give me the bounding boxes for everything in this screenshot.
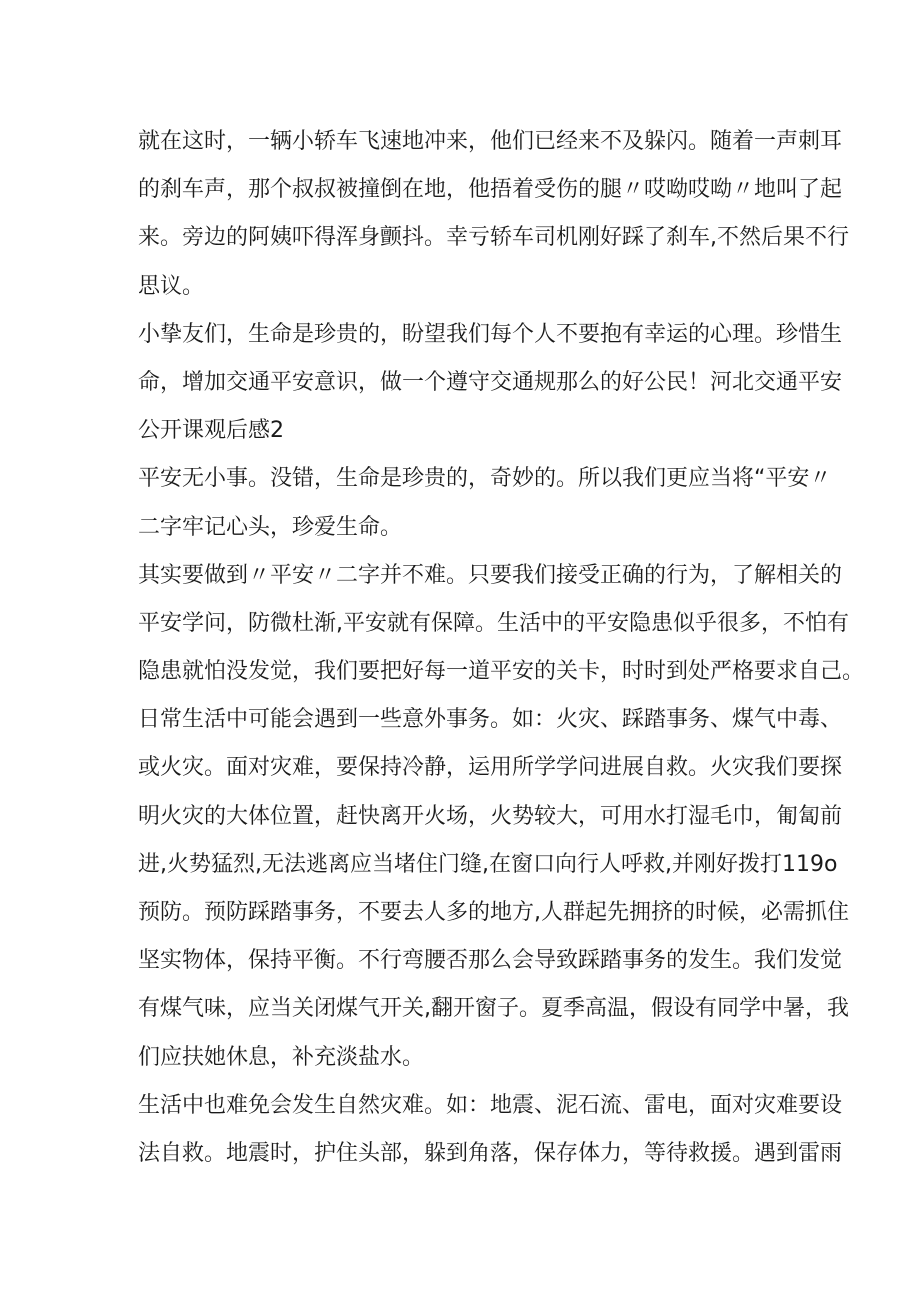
text-line: 预防。预防踩踏事务，不要去人多的地方,人群起先拥挤的时候，必需抓住	[138, 900, 849, 925]
document-body	[138, 118, 865, 1178]
text-line: 思议。	[138, 273, 205, 299]
section-heading: 公开课观后感2	[138, 418, 284, 444]
text-line: 隐患就怕没发觉，我们要把好每一道平安的关卡，时时到处严格要求自己。	[138, 659, 865, 685]
text-line: 其实要做到〃平安〃二字并不难。只要我们接受正确的行为，了解相关的	[138, 562, 843, 588]
text-line: 坚实物体，保持平衡。不行弯腰否那么会导致踩踏事务的发生。我们发觉	[138, 948, 843, 974]
text-line: 二字牢记心头，珍爱生命。	[138, 514, 403, 540]
text-line: 生活中也难免会发生自然灾难。如：地震、泥石流、雷电，面对灾难要设	[138, 1092, 843, 1118]
text-line: 命，增加交通平安意识，做一个遵守交通规那么的好公民！河北交通平安	[138, 369, 843, 395]
text-line: 法自救。地震时，护住头部，躲到角落，保存体力，等待救援。遇到雷雨	[138, 1140, 843, 1166]
text-line: 来。旁边的阿姨吓得浑身颤抖。幸亏轿车司机刚好踩了刹车,不然后果不行	[138, 225, 849, 251]
text-line: 明火灾的大体位置，赶快离开火场，火势较大，可用水打湿毛巾，匍匐前	[138, 803, 843, 829]
text-line: 有煤气味，应当关闭煤气开关,翻开窗子。夏季高温，假设有同学中暑，我	[138, 996, 849, 1022]
text-line: 平安学问，防微杜渐,平安就有保障。生活中的平安隐患似乎很多，不怕有	[138, 610, 849, 636]
text-line: 或火灾。面对灾难，要保持冷静，运用所学学问进展自救。火灾我们要探	[138, 755, 843, 781]
text-line: 日常生活中可能会遇到一些意外事务。如：火灾、踩踏事务、煤气中毒、	[138, 707, 843, 733]
text-line: 就在这时，一辆小轿车飞速地冲来，他们已经来不及躲闪。随着一声刺耳	[138, 129, 843, 154]
text-line: 的刹车声，那个叔叔被撞倒在地，他捂着受伤的腿〃哎呦哎呦〃地叫了起	[138, 177, 843, 203]
text-line: 们应扶她休息，补充淡盐水。	[138, 1044, 425, 1070]
text-line: 进,火势猛烈,无法逃离应当堵住门缝,在窗口向行人呼救,并刚好拨打119o	[138, 851, 838, 877]
text-line: 小挚友们，生命是珍贵的，盼望我们每个人不要抱有幸运的心理。珍惜生	[138, 321, 843, 347]
text-line: 平安无小事。没错，生命是珍贵的，奇妙的。所以我们更应当将“平安〃	[138, 466, 832, 492]
